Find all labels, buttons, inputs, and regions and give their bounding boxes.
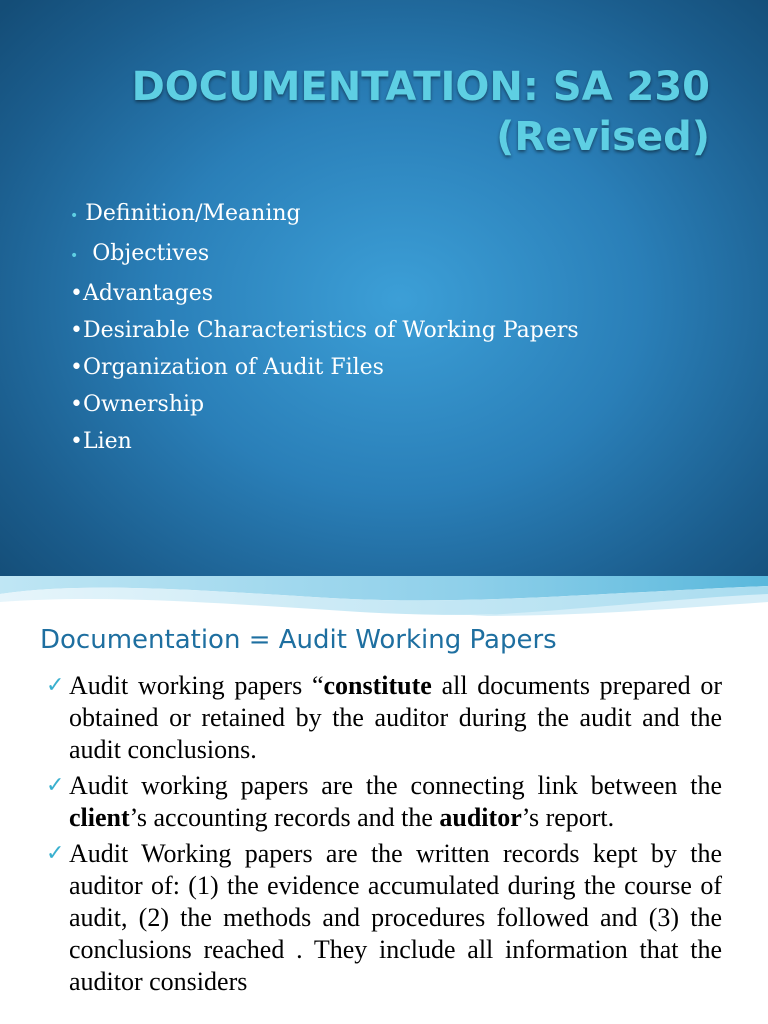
- slide-1-topic-list: [70, 195, 579, 460]
- point-text: Audit working papers are the connecting link between the: [69, 771, 722, 800]
- slide-1-title-line-2: (Revised): [496, 114, 710, 160]
- topic-label: Lien: [82, 429, 132, 454]
- checkmark-icon: ✓: [46, 773, 65, 798]
- topic-label: Desirable Characteristics of Working Papers: [82, 318, 579, 343]
- topic-item: [70, 349, 579, 386]
- slide-2-title: Documentation = Audit Working Papers: [40, 625, 557, 655]
- bullet-icon: •: [70, 248, 79, 264]
- checkmark-icon: ✓: [46, 841, 65, 866]
- point-text: all documents prepared or obtained or retained by the auditor during the audit and the audit conclusions.: [69, 671, 723, 764]
- topic-label: Definition/Meaning: [85, 201, 301, 226]
- point-text: Audit working papers “: [69, 671, 324, 700]
- topic-item: [70, 235, 579, 275]
- point-item: [46, 770, 722, 834]
- slide-2: [0, 576, 768, 1024]
- point-item: [46, 838, 722, 998]
- bullet-icon: •: [70, 429, 83, 454]
- point-bold-text: client: [69, 803, 130, 832]
- slide-1-title: [40, 62, 710, 162]
- topic-item: [70, 275, 579, 312]
- point-item: [46, 670, 722, 766]
- bullet-icon: •: [70, 281, 83, 306]
- topic-label: Organization of Audit Files: [82, 355, 384, 380]
- topic-label: Objectives: [92, 241, 210, 266]
- point-bold-text: auditor: [439, 803, 522, 832]
- topic-item: [70, 386, 579, 423]
- working-papers-points: [46, 670, 722, 1002]
- point-text: Audit Working papers are the written records kept by the auditor of: (1) the evidence accumulated during the course of audit, (2) the methods and procedures followed and (3) the conclusions reached . They include all information that the auditor considers: [69, 839, 722, 996]
- checkmark-icon: ✓: [46, 673, 65, 698]
- topic-item: [70, 423, 579, 460]
- topic-label: Ownership: [82, 392, 205, 417]
- bullet-icon: •: [70, 392, 83, 417]
- point-text: ’s report.: [521, 803, 615, 832]
- topic-item: [70, 312, 579, 349]
- topic-label: Advantages: [82, 281, 214, 306]
- topic-item: [70, 195, 579, 235]
- point-text: ’s accounting records and the: [129, 803, 440, 832]
- slide-1-title-line-1: DOCUMENTATION: SA 230: [131, 64, 710, 110]
- bullet-icon: •: [70, 208, 79, 224]
- point-bold-text: constitute: [323, 671, 432, 700]
- bullet-icon: •: [70, 318, 83, 343]
- bullet-icon: •: [70, 355, 83, 380]
